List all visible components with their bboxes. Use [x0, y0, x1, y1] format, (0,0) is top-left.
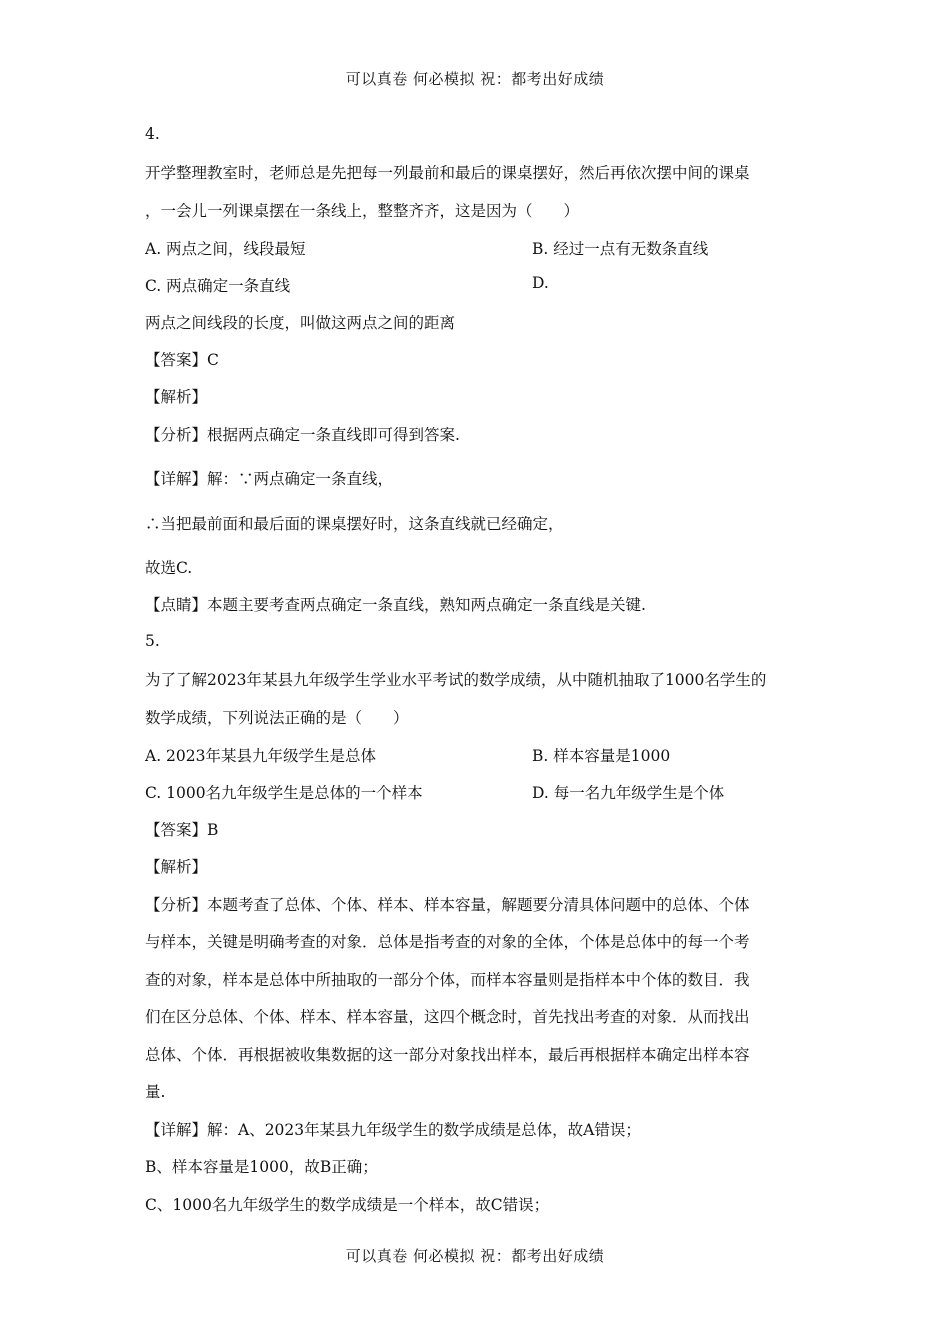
q5-stem-line2: 数学成绩，下列说法正确的是（ ）: [145, 709, 409, 727]
q5-xiangjie: 【详解】解：A、2023年某县九年级学生的数学成绩是总体，故A错误；: [145, 1121, 641, 1139]
q4-jiexi: 【解析】: [145, 388, 208, 406]
q5-fenxi-line3: 查的对象，样本是总体中所抽取的一部分个体，而样本容量则是指样本中个体的数目．我: [145, 971, 750, 989]
q4-number: 4.: [145, 125, 160, 143]
q5-option-d: D. 每一名九年级学生是个体: [532, 784, 725, 802]
q4-option-d-text: 两点之间线段的长度，叫做这两点之间的距离: [145, 314, 456, 332]
q4-step1: ∴当把最前面和最后面的课桌摆好时，这条直线就已经确定，: [145, 515, 564, 533]
page-footer: 可以真卷 何必模拟 祝：都考出好成绩: [345, 1247, 605, 1265]
q4-stem-line2: ，一会儿一列课桌摆在一条线上，整整齐齐，这是因为（ ）: [145, 202, 580, 220]
q4-option-a: A. 两点之间，线段最短: [145, 240, 306, 258]
q5-stem-line1: 为了了解2023年某县九年级学生学业水平考试的数学成绩，从中随机抽取了1000名学生的: [145, 671, 767, 689]
q5-answer: 【答案】B: [145, 821, 219, 839]
q4-dianjing: 【点睛】本题主要考查两点确定一条直线，熟知两点确定一条直线是关键.: [145, 596, 646, 614]
q5-option-a: A. 2023年某县九年级学生是总体: [145, 747, 376, 765]
q5-option-b: B. 样本容量是1000: [532, 747, 671, 765]
q5-fenxi-line2: 与样本，关键是明确考查的对象．总体是指考查的对象的全体，个体是总体中的每一个考: [145, 933, 750, 951]
q4-stem-line1: 开学整理教室时，老师总是先把每一列最前和最后的课桌摆好，然后再依次摆中间的课桌: [145, 164, 750, 182]
q4-option-c: C. 两点确定一条直线: [145, 277, 291, 295]
q4-step2: 故选C.: [145, 559, 193, 577]
page-header: 可以真卷 何必模拟 祝：都考出好成绩: [345, 70, 605, 88]
q5-fenxi-line1: 【分析】本题考查了总体、个体、样本、样本容量，解题要分清具体问题中的总体、个体: [145, 896, 750, 914]
q5-step1: B、样本容量是1000，故B正确；: [145, 1158, 378, 1176]
q4-option-d: D.: [532, 274, 549, 292]
q5-fenxi-line5: 总体、个体．再根据被收集数据的这一部分对象找出样本，最后再根据样本确定出样本容: [145, 1046, 750, 1064]
q4-answer: 【答案】C: [145, 351, 219, 369]
q5-number: 5.: [145, 632, 160, 650]
q4-fenxi: 【分析】根据两点确定一条直线即可得到答案.: [145, 426, 460, 444]
q5-step2: C、1000名九年级学生的数学成绩是一个样本，故C错误；: [145, 1196, 550, 1214]
q5-fenxi-line4: 们在区分总体、个体、样本、样本容量，这四个概念时，首先找出考查的对象．从而找出: [145, 1008, 750, 1026]
q4-xiangjie: 【详解】解：∵两点确定一条直线，: [145, 470, 394, 488]
q4-option-b: B. 经过一点有无数条直线: [532, 240, 709, 258]
q5-fenxi-line6: 量.: [145, 1083, 166, 1101]
q5-option-c: C. 1000名九年级学生是总体的一个样本: [145, 784, 423, 802]
q5-jiexi: 【解析】: [145, 858, 208, 876]
